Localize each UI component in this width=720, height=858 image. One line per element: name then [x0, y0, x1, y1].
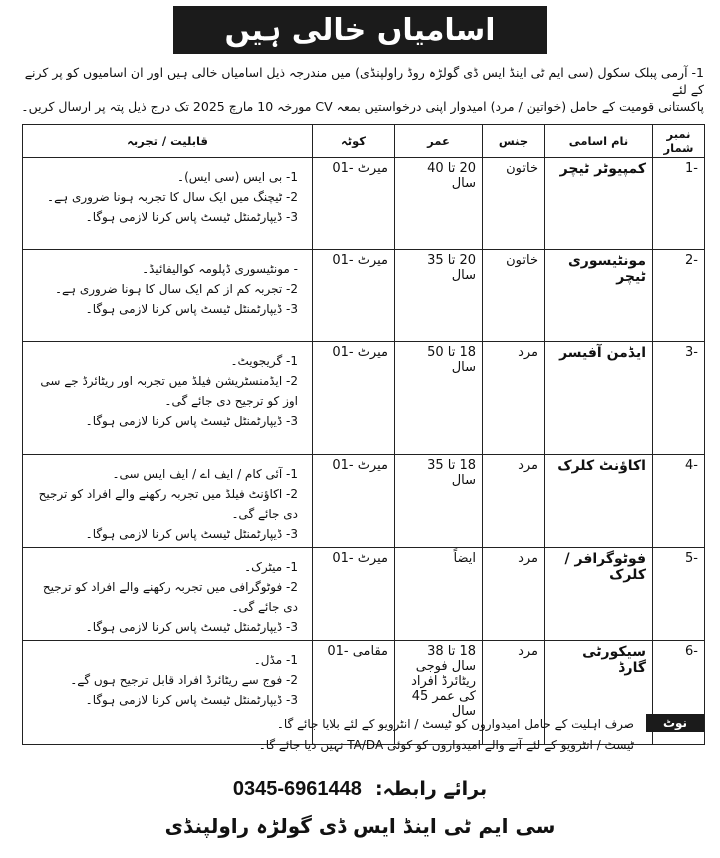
qualification-line: 2- اکاؤنٹ فیلڈ میں تجربہ رکھنے والے افراد کو ترجیح دی جائے گی۔: [38, 487, 298, 521]
row-age: 18 تا 35 سال: [395, 455, 483, 548]
row-age: 18 تا 50 سال: [395, 342, 483, 455]
row-gender: مرد: [483, 641, 545, 745]
qualification-line: 3- ڈیپارٹمنٹل ٹیسٹ پاس کرنا لازمی ہوگا۔: [85, 414, 298, 428]
row-gender: مرد: [483, 342, 545, 455]
vacancies-table: [22, 124, 705, 745]
qualification-line: 3- ڈیپارٹمنٹل ٹیسٹ پاس کرنا لازمی ہوگا۔: [85, 210, 298, 224]
row-gender: مرد: [483, 548, 545, 641]
row-quota: مقامی -01: [313, 641, 395, 745]
row-sn: -6: [653, 641, 705, 745]
qualification-line: - مونٹیسوری ڈپلومہ کوالیفائیڈ۔: [142, 262, 298, 276]
row-age: ایضاً: [395, 548, 483, 641]
row-post: کمپیوٹر ٹیچر: [545, 158, 653, 250]
qualification-line: 1- گریجویٹ۔: [230, 354, 298, 368]
row-qualification: [23, 548, 313, 641]
row-quota: میرٹ -01: [313, 455, 395, 548]
table-header-row: [23, 125, 705, 158]
row-post: سیکورٹی گارڈ: [545, 641, 653, 745]
note-line-2: ٹیسٹ / انٹرویو کے لئے آنے والے امیدواروں کو کوئی TA/DA نہیں دیا جائے گا۔: [258, 738, 634, 752]
contact-section: [0, 778, 720, 801]
row-age: 20 تا 40 سال: [395, 158, 483, 250]
row-gender: خاتون: [483, 250, 545, 342]
qualification-line: 3- ڈیپارٹمنٹل ٹیسٹ پاس کرنا لازمی ہوگا۔: [85, 693, 298, 707]
table-row: [23, 250, 705, 342]
row-qualification: [23, 158, 313, 250]
header-quota: کوٹہ: [313, 125, 395, 158]
qualification-line: 2- ایڈمنسٹریشن فیلڈ میں تجربہ اور ریٹائرڈ جے سی اوز کو ترجیح دی جائے گی۔: [40, 374, 298, 408]
note-line-1: صرف اہلیت کے حامل امیدواروں کو ٹیسٹ / انٹرویو کے لئے بلایا جائے گا۔: [276, 717, 634, 731]
qualification-line: 3- ڈیپارٹمنٹل ٹیسٹ پاس کرنا لازمی ہوگا۔: [85, 527, 298, 541]
row-gender: خاتون: [483, 158, 545, 250]
row-age: 20 تا 35 سال: [395, 250, 483, 342]
header-gender: جنس: [483, 125, 545, 158]
table-row: [23, 342, 705, 455]
row-quota: میرٹ -01: [313, 342, 395, 455]
table-row: [23, 455, 705, 548]
header-sn: نمبر شمار: [653, 125, 705, 158]
row-sn: -4: [653, 455, 705, 548]
organization-name: سی ایم ٹی اینڈ ایس ڈی گولڑہ راولپنڈی: [164, 814, 556, 838]
row-gender: مرد: [483, 455, 545, 548]
header-post: نام اسامی: [545, 125, 653, 158]
header-qualification: قابلیت / تجربہ: [23, 125, 313, 158]
row-post: مونٹیسوری ٹیچر: [545, 250, 653, 342]
qualification-line: 2- فوٹوگرافی میں تجربہ رکھنے والے افراد کو ترجیح دی جائے گی۔: [42, 580, 298, 614]
row-post: فوٹوگرافر / کلرک: [545, 548, 653, 641]
intro-paragraph: [20, 64, 704, 115]
note-section: [22, 714, 704, 758]
row-post: اکاؤنٹ کلرک: [545, 455, 653, 548]
contact-phone: 0345-6961448: [232, 778, 362, 800]
row-qualification: [23, 342, 313, 455]
header-age: عمر: [395, 125, 483, 158]
note-label: نوٹ: [646, 714, 704, 732]
row-sn: -2: [653, 250, 705, 342]
table-row: [23, 158, 705, 250]
qualification-line: 2- فوج سے ریٹائرڈ افراد قابل ترجیح ہوں گے۔: [70, 673, 298, 687]
qualification-line: 1- مڈل۔: [253, 653, 298, 667]
row-sn: -3: [653, 342, 705, 455]
qualification-line: 3- ڈیپارٹمنٹل ٹیسٹ پاس کرنا لازمی ہوگا۔: [85, 302, 298, 316]
qualification-line: 2- ٹیچنگ میں ایک سال کا تجربہ ہونا ضروری ہے۔: [47, 190, 298, 204]
contact-label: برائے رابطہ:: [374, 778, 488, 800]
row-qualification: [23, 250, 313, 342]
qualification-line: 1- میٹرک۔: [244, 560, 298, 574]
row-quota: میرٹ -01: [313, 250, 395, 342]
table-row: [23, 548, 705, 641]
qualification-line: 3- ڈیپارٹمنٹل ٹیسٹ پاس کرنا لازمی ہوگا۔: [85, 620, 298, 634]
row-post: ایڈمن آفیسر: [545, 342, 653, 455]
row-quota: میرٹ -01: [313, 158, 395, 250]
qualification-line: 1- آئی کام / ایف اے / ایف ایس سی۔: [112, 467, 298, 481]
banner-title: اسامیاں خالی ہیں: [224, 12, 496, 48]
row-quota: میرٹ -01: [313, 548, 395, 641]
row-sn: -1: [653, 158, 705, 250]
note-lines: [22, 714, 634, 756]
vacancies-banner: [173, 6, 547, 54]
qualification-line: 1- بی ایس (سی ایس)۔: [177, 170, 298, 184]
row-qualification: [23, 455, 313, 548]
qualification-line: 2- تجربہ کم از کم ایک سال کا ہونا ضروری ہے۔: [54, 282, 298, 296]
intro-line-1: 1- آرمی پبلک سکول (سی ایم ٹی اینڈ ایس ڈی گولڑہ روڈ راولپنڈی) میں مندرجہ ذیل اسامیاں خالی ہیں اور ان اسامیوں کو پر کرنے کے لئے: [24, 65, 704, 97]
intro-line-2: پاکستانی قومیت کے حامل (خواتین / مرد) امیدوار اپنی درخواستیں بمعہ CV مورخہ 10 مارچ 2025 تک درج ذیل پتہ پر ارسال کریں۔: [21, 99, 704, 114]
row-age: 18 تا 38 سال فوجی ریٹائرڈ افراد کی عمر 45 سال: [395, 641, 483, 745]
row-sn: -5: [653, 548, 705, 641]
